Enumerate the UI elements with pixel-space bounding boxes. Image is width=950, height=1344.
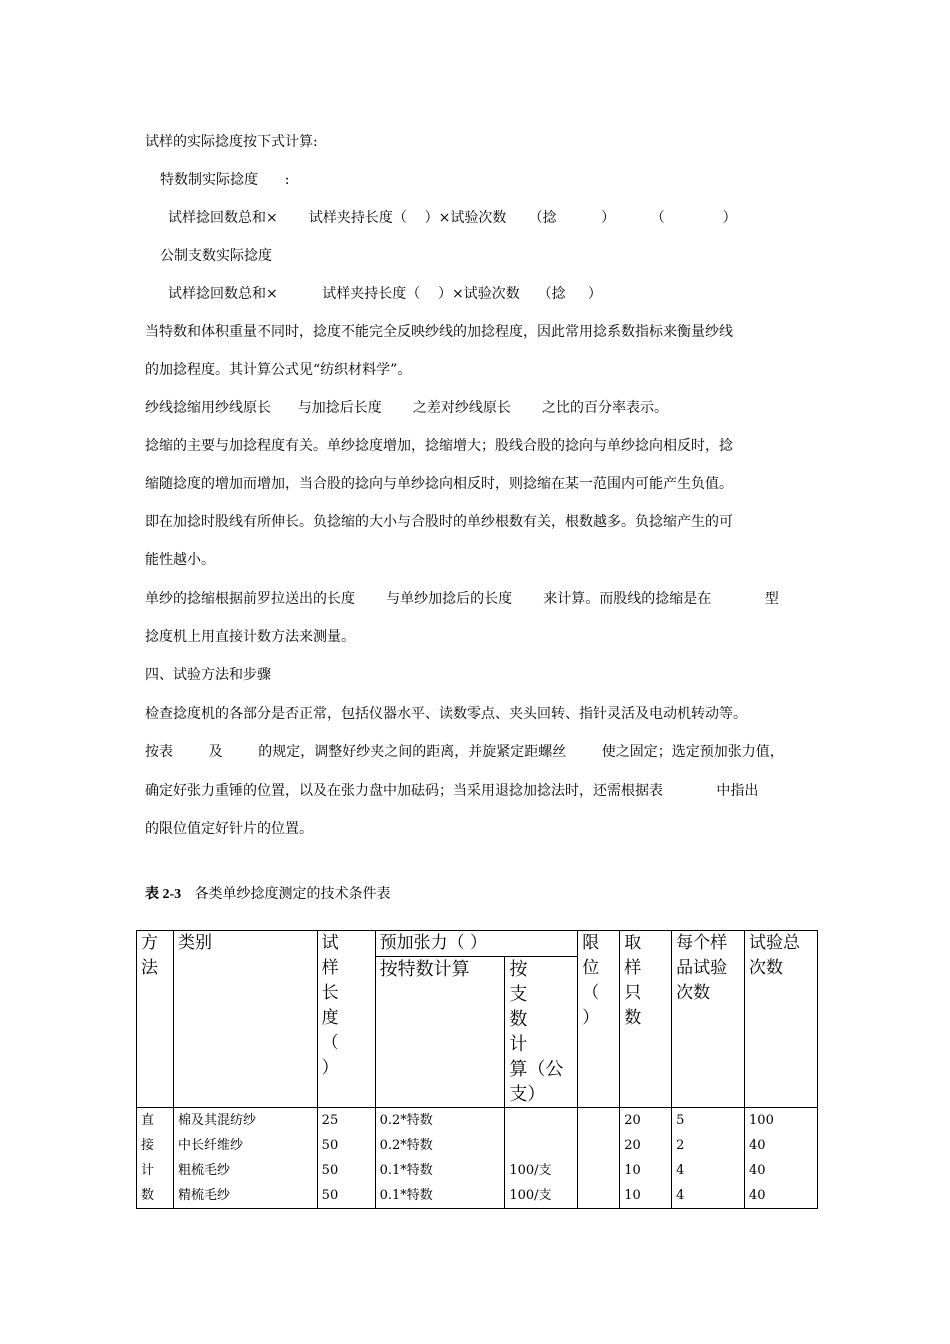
table-number: 表 2-3 xyxy=(145,887,182,902)
header-by-metric: 按 支 数 计 算（公 支） xyxy=(505,957,578,1108)
paragraph-line: 捻度机上用直接计数方法来测量。 xyxy=(145,629,355,645)
formula-tex: 试样捻回数总和× 试样夹持长度（ ）×试验次数 （捻 ） （ ） xyxy=(168,210,737,226)
header-by-tex: 按特数计算 xyxy=(375,957,505,1108)
section-heading: 四、试验方法和步骤 xyxy=(145,667,271,683)
paragraph-line: 即在加捻时股线有所伸长。负捻缩的大小与合股时的单纱根数有关，根数越多。负捻缩产生的可 xyxy=(145,514,733,530)
paragraph-intro: 试样的实际捻度按下式计算: xyxy=(145,134,318,150)
header-category: 类别 xyxy=(173,931,317,1108)
header-pretension: 预加张力（ ） xyxy=(375,931,578,957)
formula-label-metric: 公制支数实际捻度 xyxy=(160,248,272,264)
cell-categories: 棉及其混纺纱 中长纤维纱 粗梳毛纱 精梳毛纱 xyxy=(173,1108,317,1209)
header-limit: 限 位 （ ） xyxy=(578,931,620,1108)
paragraph-line: 的加捻程度。其计算公式见“纺织材料学”。 xyxy=(145,362,412,378)
cell-tension-metric: 100/支 100/支 xyxy=(505,1108,578,1209)
header-sample-count: 取 样 只 数 xyxy=(620,931,672,1108)
paragraph-line: 的限位值定好针片的位置。 xyxy=(145,821,313,837)
cell-method: 直 接 计 数 xyxy=(137,1108,174,1209)
header-sample-length: 试 样 长 度 （ ） xyxy=(317,931,375,1108)
paragraph-line: 当特数和体积重量不同时，捻度不能完全反映纱线的加捻程度，因此常用捻系数指标来衡量纱线 xyxy=(145,324,733,340)
paragraph-line: 能性越小。 xyxy=(145,552,215,568)
cell-total-tests: 100 40 40 40 xyxy=(745,1108,818,1209)
paragraph-line: 按表 及 的规定，调整好纱夹之间的距离，并旋紧定距螺丝 使之固定；选定预加张力值， xyxy=(145,744,784,760)
header-tests-per-sample: 每个样 品试验 次数 xyxy=(672,931,745,1108)
cell-limit xyxy=(578,1108,620,1209)
paragraph-line: 捻缩的主要与加捻程度有关。单纱捻度增加，捻缩增大；股线合股的捻向与单纱捻向相反时，捻 xyxy=(145,438,733,454)
paragraph-line: 检查捻度机的各部分是否正常，包括仪器水平、读数零点、夹头回转、指针灵活及电动机转动等。 xyxy=(145,706,747,722)
paragraph-line: 确定好张力重锤的位置，以及在张力盘中加砝码；当采用退捻加捻法时，还需根据表 中指出 xyxy=(145,783,759,799)
table-caption xyxy=(145,884,391,905)
table-title: 各类单纱捻度测定的技术条件表 xyxy=(181,886,391,902)
paragraph-line: 单纱的捻缩根据前罗拉送出的长度 与单纱加捻后的长度 来计算。而股线的捻缩是在 型 xyxy=(145,591,779,607)
formula-metric: 试样捻回数总和× 试样夹持长度（ ）×试验次数 （捻 ） xyxy=(168,286,602,302)
cell-tests-per-sample: 5 2 4 4 xyxy=(672,1108,745,1209)
table-body-row xyxy=(137,1108,818,1209)
cell-lengths: 25 50 50 50 xyxy=(317,1108,375,1209)
paragraph-line: 缩随捻度的增加而增加，当合股的捻向与单纱捻向相反时，则捻缩在某一范围内可能产生负值。 xyxy=(145,476,733,492)
header-total-tests: 试验总 次数 xyxy=(745,931,818,1108)
header-method: 方 法 xyxy=(137,931,174,1108)
cell-sample-count: 20 20 10 10 xyxy=(620,1108,672,1209)
paragraph-line: 纱线捻缩用纱线原长 与加捻后长度 之差对纱线原长 之比的百分率表示。 xyxy=(145,400,669,416)
header-row-1 xyxy=(137,931,818,957)
formula-label-tex: 特数制实际捻度 : xyxy=(160,172,290,188)
tech-conditions-table xyxy=(136,930,818,1209)
cell-tension-tex: 0.2*特数 0.2*特数 0.1*特数 0.1*特数 xyxy=(375,1108,505,1209)
